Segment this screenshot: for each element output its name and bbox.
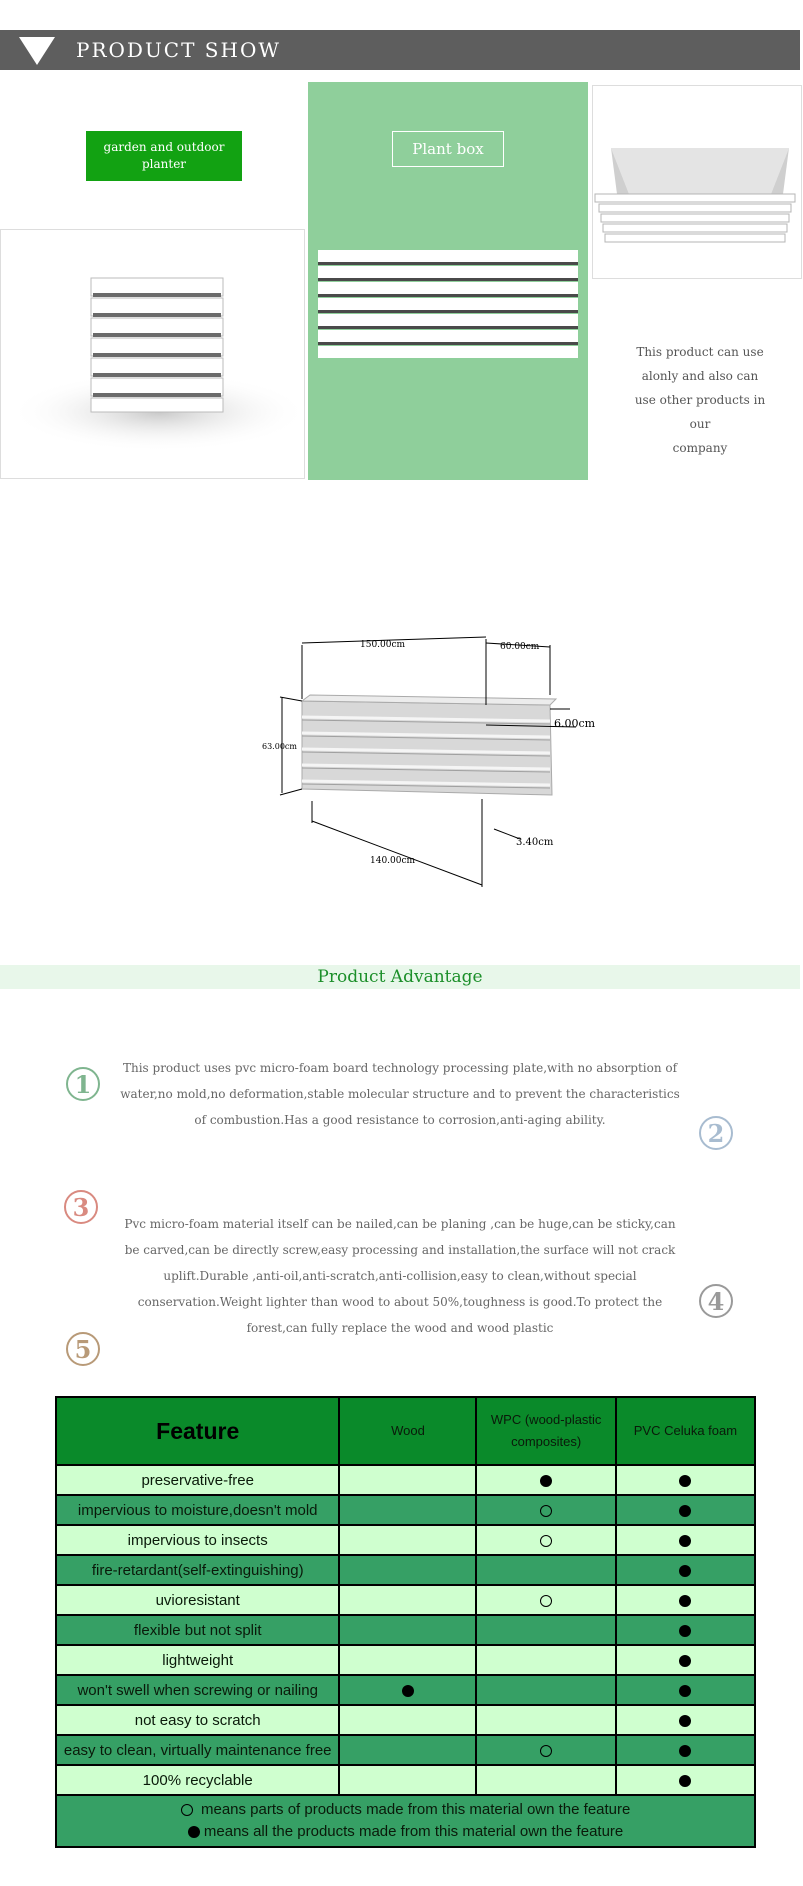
product-note-line: use other products in [634, 393, 766, 407]
pvc-cell [616, 1585, 755, 1615]
product-note [617, 340, 783, 460]
table-row [56, 1585, 755, 1615]
product-note-line: This product can use [636, 345, 764, 359]
filled-circle-icon [188, 1826, 200, 1838]
triangle-down-icon [19, 37, 55, 65]
wood-cell [339, 1465, 476, 1495]
legend-full-text: means all the products made from this material own the feature [203, 1823, 624, 1840]
filled-circle-icon [402, 1685, 414, 1697]
dim-bottom-length: 140.00cm [370, 856, 416, 866]
column-header: WPC (wood-plastic composites) [476, 1397, 615, 1465]
wood-cell [339, 1765, 476, 1795]
filled-circle-icon [540, 1475, 552, 1487]
pvc-cell [616, 1615, 755, 1645]
feature-cell: impervious to moisture,doesn't mold [56, 1495, 339, 1525]
pvc-cell [616, 1735, 755, 1765]
wood-cell [339, 1705, 476, 1735]
number-badge: 1 [66, 1067, 100, 1101]
filled-circle-icon [679, 1745, 691, 1757]
wpc-cell [476, 1645, 615, 1675]
table-row [56, 1765, 755, 1795]
table-row [56, 1615, 755, 1645]
open-circle-icon [540, 1505, 552, 1517]
filled-circle-icon [679, 1655, 691, 1667]
wood-cell [339, 1645, 476, 1675]
dim-height: 63.00cm [262, 742, 297, 751]
open-circle-icon [540, 1595, 552, 1607]
feature-cell: won't swell when screwing or nailing [56, 1675, 339, 1705]
feature-cell: flexible but not split [56, 1615, 339, 1645]
pvc-cell [616, 1705, 755, 1735]
pvc-cell [616, 1555, 755, 1585]
number-badge: 2 [699, 1116, 733, 1150]
pvc-cell [616, 1495, 755, 1525]
wood-cell [339, 1675, 476, 1705]
wpc-cell [476, 1615, 615, 1645]
dim-top-width: 60.00cm [500, 642, 540, 652]
pvc-cell [616, 1525, 755, 1555]
wpc-cell [476, 1705, 615, 1735]
wpc-cell [476, 1495, 615, 1525]
wood-cell [339, 1525, 476, 1555]
legend-cell [56, 1795, 755, 1847]
pvc-cell [616, 1465, 755, 1495]
open-circle-icon [540, 1535, 552, 1547]
filled-circle-icon [679, 1535, 691, 1547]
column-header: Feature [56, 1397, 339, 1465]
dim-top-length: 150.00cm [360, 640, 406, 650]
pvc-cell [616, 1645, 755, 1675]
filled-circle-icon [679, 1715, 691, 1727]
table-header-row [56, 1397, 755, 1465]
open-circle-icon [540, 1745, 552, 1757]
filled-circle-icon [679, 1595, 691, 1607]
number-badge: 3 [64, 1190, 98, 1224]
pvc-cell [616, 1765, 755, 1795]
table-row [56, 1735, 755, 1765]
legend-row [56, 1795, 755, 1847]
filled-circle-icon [679, 1565, 691, 1577]
filled-circle-icon [679, 1685, 691, 1697]
table-row [56, 1525, 755, 1555]
wood-cell [339, 1585, 476, 1615]
product-image-front [0, 229, 305, 479]
feature-cell: 100% recyclable [56, 1765, 339, 1795]
product-note-line: alonly and also can [641, 369, 759, 383]
wood-cell [339, 1615, 476, 1645]
product-image-top [592, 85, 802, 279]
wood-cell [339, 1555, 476, 1585]
filled-circle-icon [679, 1505, 691, 1517]
feature-cell: uvioresistant [56, 1585, 339, 1615]
product-note-line: company [672, 441, 728, 455]
pvc-cell [616, 1675, 755, 1705]
table-row [56, 1705, 755, 1735]
wpc-cell [476, 1765, 615, 1795]
feature-cell: impervious to insects [56, 1525, 339, 1555]
section-title: PRODUCT SHOW [76, 38, 281, 62]
legend-partial-text: means parts of products made from this material own the feature [200, 1801, 631, 1818]
dim-base: 3.40cm [516, 837, 554, 848]
table-row [56, 1555, 755, 1585]
wpc-cell [476, 1465, 615, 1495]
product-name-tag: Plant box [392, 131, 504, 167]
feature-cell: lightweight [56, 1645, 339, 1675]
wood-cell [339, 1495, 476, 1525]
open-circle-icon [181, 1804, 193, 1816]
product-note-line: our [689, 417, 711, 431]
dimension-drawing [250, 625, 596, 895]
legend-full [57, 1821, 754, 1843]
wpc-cell [476, 1735, 615, 1765]
feature-comparison-table [55, 1396, 756, 1848]
table-row [56, 1465, 755, 1495]
column-header: Wood [339, 1397, 476, 1465]
advantage-title: Product Advantage [317, 967, 483, 987]
feature-cell: fire-retardant(self-extinguishing) [56, 1555, 339, 1585]
filled-circle-icon [679, 1475, 691, 1487]
table-row [56, 1645, 755, 1675]
table-row [56, 1495, 755, 1525]
legend-partial [57, 1799, 754, 1821]
wood-cell [339, 1735, 476, 1765]
feature-cell: preservative-free [56, 1465, 339, 1495]
table-row [56, 1675, 755, 1705]
feature-cell: easy to clean, virtually maintenance free [56, 1735, 339, 1765]
wpc-cell [476, 1675, 615, 1705]
wpc-cell [476, 1525, 615, 1555]
number-badge: 5 [66, 1332, 100, 1366]
dim-lip: 6.00cm [554, 717, 596, 730]
filled-circle-icon [679, 1625, 691, 1637]
category-tag: garden and outdoor planter [86, 131, 242, 181]
number-badge: 4 [699, 1284, 733, 1318]
wpc-cell [476, 1585, 615, 1615]
filled-circle-icon [679, 1775, 691, 1787]
feature-cell: not easy to scratch [56, 1705, 339, 1735]
column-header: PVC Celuka foam [616, 1397, 755, 1465]
wpc-cell [476, 1555, 615, 1585]
advantage-paragraph-1: This product uses pvc micro-foam board technology processing plate,with no absorption of water,no mold,no deformation,stable molecular structure and to prevent the characteristics of combustion.Has a good resistance to corrosion,anti-aging ability. [120, 1061, 680, 1127]
advantage-paragraph-2: Pvc micro-foam material itself can be nailed,can be planing ,can be huge,can be sticky,can be carved,can be directly screw,easy processing and installation,the surface will not crack uplift.Durable ,anti-oil,anti-scratch,anti-collision,easy to clean,without special conservation.Weight lighter than wood to about 50%,toughness is good.To protect the forest,can fully replace the wood and wood plastic [124, 1217, 676, 1335]
